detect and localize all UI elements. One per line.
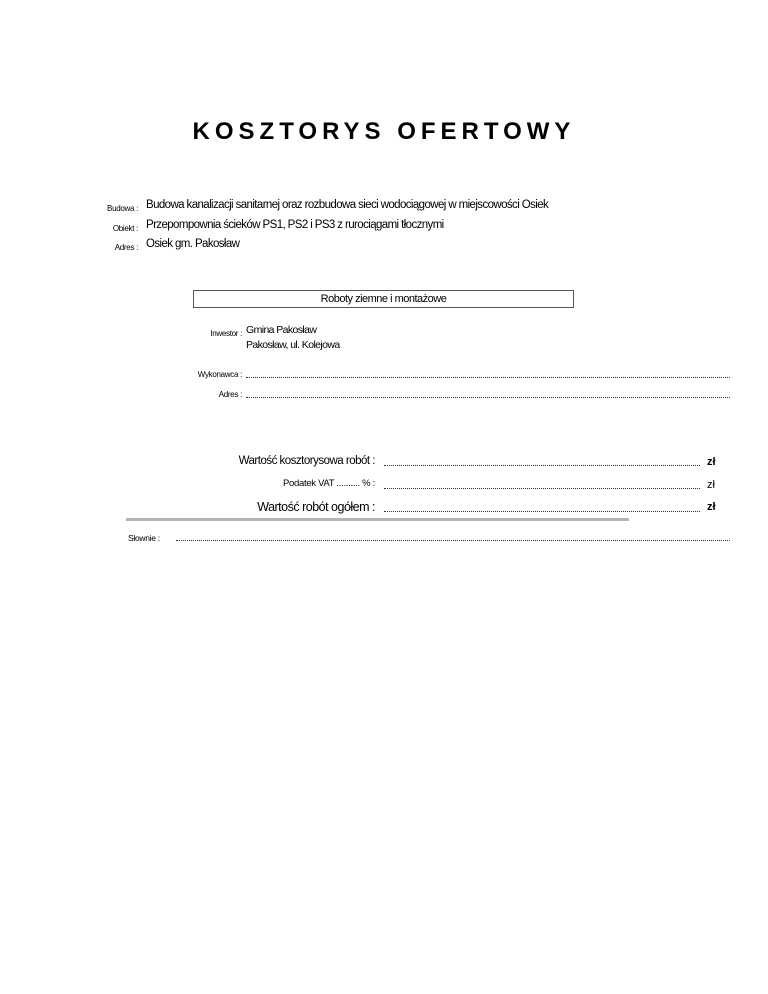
investor-label: Inwestor :	[210, 329, 242, 338]
obiekt-value: Przepompownia ścieków PS1, PS2 i PS3 z rurociągami tłocznymi	[146, 219, 444, 231]
section-title-box: Roboty ziemne i montażowe	[193, 290, 574, 308]
obiekt-label: Obiekt :	[112, 224, 138, 233]
words-dotted-line	[176, 540, 730, 541]
adres-value: Osiek gm. Pakosław	[146, 238, 240, 250]
contractor-label: Wykonawca :	[197, 370, 242, 379]
budowa-label: Budowa :	[107, 204, 138, 213]
summary-divider	[126, 518, 629, 521]
words-label: Słownie :	[128, 533, 160, 543]
investor-name: Gmina Pakosław	[246, 324, 317, 336]
adres-label: Adres :	[114, 243, 138, 252]
investor-address: Pakosław, ul. Kolejowa	[246, 339, 340, 351]
contractor-address-label: Adres :	[218, 390, 242, 399]
vat-label: Podatek VAT .......... % :	[283, 478, 375, 489]
estimate-value-label: Wartość kosztorysowa robót :	[238, 455, 375, 467]
estimate-value-dotted-line	[384, 465, 700, 466]
contractor-address-dotted-line	[246, 397, 730, 398]
estimate-currency: zł	[707, 456, 716, 468]
vat-dotted-line	[384, 488, 700, 489]
contractor-dotted-line	[246, 377, 730, 378]
total-value-dotted-line	[384, 511, 700, 512]
total-currency: zł	[707, 501, 716, 513]
budowa-value: Budowa kanalizacji sanitarnej oraz rozbudowa sieci wodociągowej w miejscowości Osiek	[146, 199, 549, 211]
document-title: KOSZTORYS OFERTOWY	[192, 118, 576, 145]
total-value-label: Wartość robót ogółem :	[257, 500, 375, 514]
vat-currency: zł	[707, 479, 715, 491]
